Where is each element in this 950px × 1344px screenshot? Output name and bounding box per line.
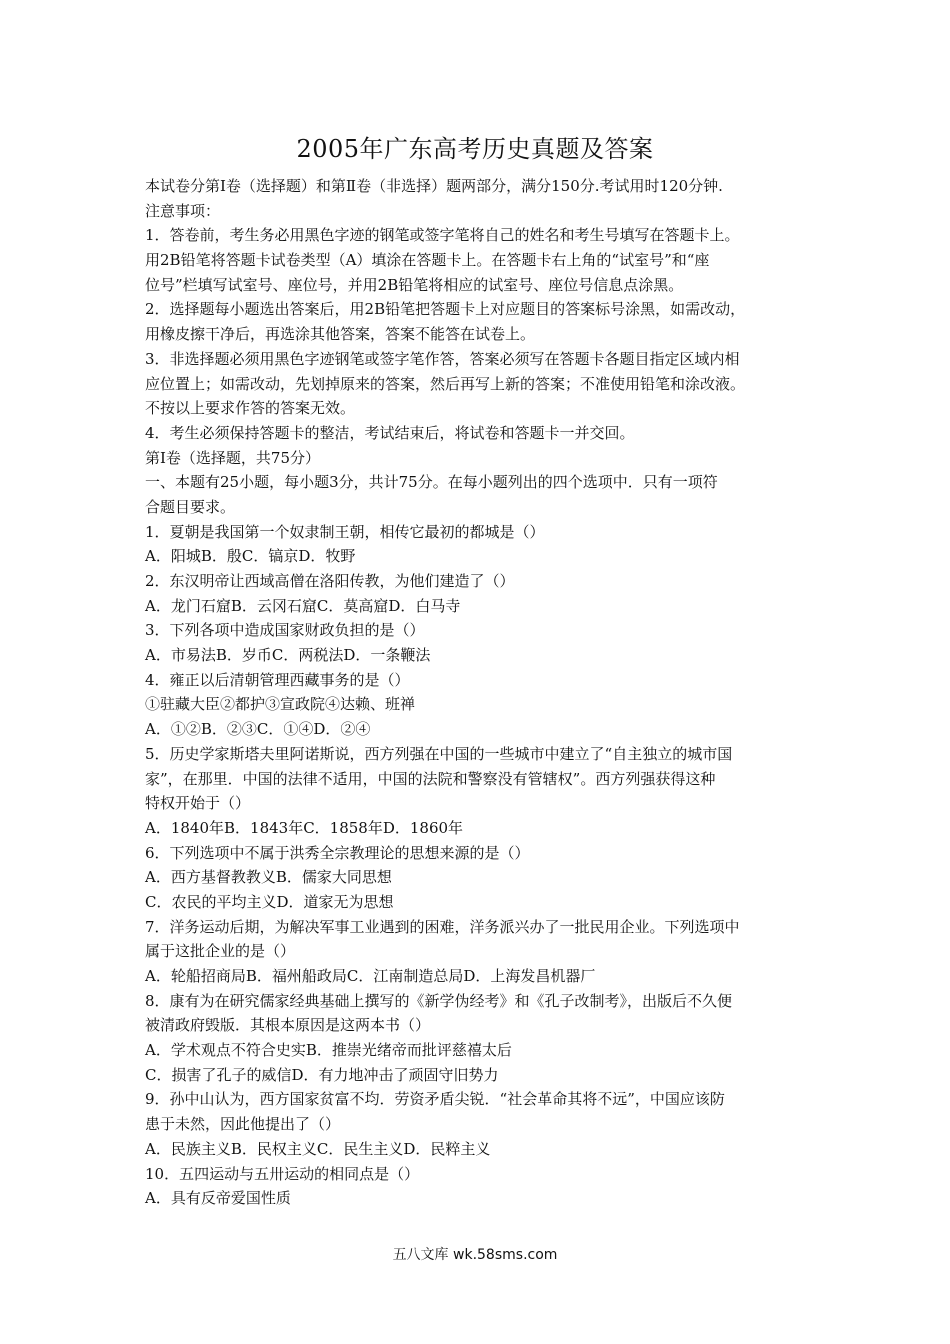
text-line: C．农民的平均主义D．道家无为思想 [145, 892, 394, 911]
text-line: 2．选择题每小题选出答案后，用2B铅笔把答题卡上对应题目的答案标号涂黑，如需改动， [145, 300, 746, 319]
text-line: 一、本题有25小题，每小题3分，共计75分。在每小题列出的四个选项中．只有一项符 [145, 473, 718, 492]
text-line: 9．孙中山认为，西方国家贫富不均．劳资矛盾尖锐．“社会革命其将不远”，中国应该防 [145, 1090, 725, 1109]
text-line: A．龙门石窟B．云冈石窟C．莫高窟D．白马寺 [145, 596, 461, 615]
text-line: 3．下列各项中造成国家财政负担的是（） [145, 621, 425, 640]
text-line: 位号”栏填写试室号、座位号，并用2B铅笔将相应的试室号、座位号信息点涂黑。 [145, 275, 684, 294]
text-line: 应位置上；如需改动，先划掉原来的答案，然后再写上新的答案；不准使用铅笔和涂改液。 [145, 374, 746, 393]
text-line: 合题目要求。 [145, 497, 236, 516]
text-line: A．阳城B．殷C．镐京D．牧野 [145, 547, 356, 566]
text-line: 4．雍正以后清朝管理西藏事务的是（） [145, 670, 410, 689]
text-line: 7．洋务运动后期，为解决军事工业遇到的困难，洋务派兴办了一批民用企业。下列选项中 [145, 917, 740, 936]
text-line: 8．康有为在研究儒家经典基础上撰写的《新学伪经考》和《孔子改制考》，出版后不久便 [145, 991, 733, 1010]
text-line: A．民族主义B．民权主义C．民生主义D．民粹主义 [145, 1139, 491, 1158]
text-line: 患于未然，因此他提出了（） [145, 1115, 341, 1134]
text-line: 注意事项： [145, 201, 221, 220]
text-line: 家”，在那里．中国的法律不适用，中国的法院和警察没有管辖权”。西方列强获得这种 [145, 769, 716, 788]
text-line: 10．五四运动与五卅运动的相同点是（） [145, 1164, 420, 1183]
text-line: 3．非选择题必须用黑色字迹钢笔或签字笔作答，答案必须写在答题卡各题目指定区域内相 [145, 349, 740, 368]
text-line: 2．东汉明帝让西域高僧在洛阳传教，为他们建造了（） [145, 572, 515, 590]
text-line: 6．下列选项中不属于洪秀全宗教理论的思想来源的是（） [145, 843, 530, 862]
text-line: 1．答卷前，考生务必用黑色字迹的钢笔或签字笔将自己的姓名和考生号填写在答题卡上。 [145, 226, 740, 245]
text-line: A．市易法B．岁币C．两税法D．一条鞭法 [145, 646, 431, 665]
text-line: 本试卷分第Ⅰ卷（选择题）和第Ⅱ卷（非选择）题两部分，满分150分.考试用时120分钟. [145, 177, 723, 195]
text-line: A．①②B．②③C．①④D．②④ [145, 720, 371, 739]
text-line: A．具有反帝爱国性质 [145, 1189, 291, 1208]
text-line: 用2B铅笔将答题卡试卷类型（A）填涂在答题卡上。在答题卡右上角的“试室号”和“座 [145, 251, 710, 270]
text-line: A．轮船招商局B．福州船政局C．江南制造总局D．上海发昌机器厂 [145, 967, 596, 985]
text-line: C．损害了孔子的威信D．有力地冲击了顽固守旧势力 [145, 1065, 499, 1084]
text-line: 1．夏朝是我国第一个奴隶制王朝，相传它最初的都城是（） [145, 522, 545, 541]
text-line: 4．考生必须保持答题卡的整洁，考试结束后，将试卷和答题卡一并交回。 [145, 423, 635, 442]
text-line: 被清政府毁版．其根本原因是这两本书（） [145, 1016, 431, 1035]
text-line: A．1840年B．1843年C．1858年D．1860年 [145, 818, 464, 837]
text-line: A．学术观点不符合史实B．推崇光绪帝而批评慈禧太后 [145, 1041, 512, 1060]
text-line: 特权开始于（） [145, 794, 251, 813]
text-line: 用橡皮擦干净后，再选涂其他答案，答案不能答在试卷上。 [145, 325, 536, 344]
document-body [145, 174, 815, 1211]
footer-site-name: 五八文库 [392, 1247, 449, 1263]
text-line: A．西方基督教教义B．儒家大同思想 [145, 868, 392, 887]
text-line: 属于这批企业的是（） [145, 942, 296, 961]
text-line: 不按以上要求作答的答案无效。 [145, 399, 356, 418]
footer-watermark [0, 1244, 950, 1266]
document-title: 2005年广东高考历史真题及答案 [296, 135, 654, 163]
footer-site-url: wk.58sms.com [453, 1247, 558, 1263]
text-line: ①驻藏大臣②都护③宣政院④达赖、班禅 [145, 695, 416, 714]
text-line: 5．历史学家斯塔夫里阿诺斯说，西方列强在中国的一些城市中建立了“自主独立的城市国 [145, 744, 733, 763]
text-line: 第Ⅰ卷（选择题，共75分） [145, 448, 321, 467]
